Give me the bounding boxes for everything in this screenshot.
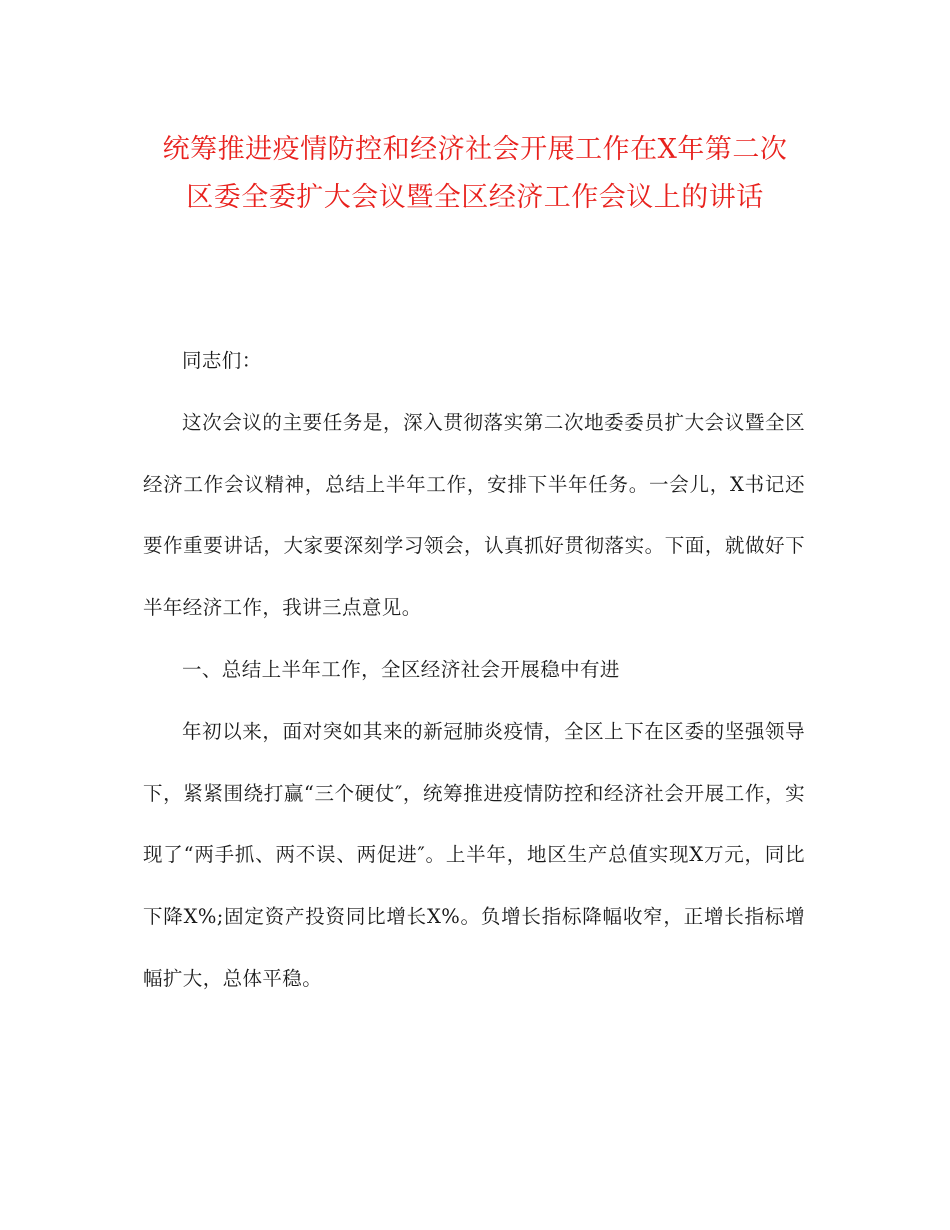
section-heading: 一、总结上半年工作，全区经济社会开展稳中有进 xyxy=(182,657,620,681)
salutation-paragraph: 同志们： xyxy=(182,349,262,372)
intro-paragraph: 这次会议的主要任务是，深入贯彻落实第二次地委委员扩大会议暨全区经济工作会议精神，总结上半年工作，安排下半年任务。一会儿，X书记还要作重要讲话，大家要深刻学习领会，认真抓好贯彻落实。下面，就做好下半年经济工作，我讲三点意见。 xyxy=(143,410,805,620)
document-body xyxy=(143,330,805,1010)
summary-paragraph: 年初以来，面对突如其来的新冠肺炎疫情，全区上下在区委的坚强领导下，紧紧围绕打赢“三个硬仗″，统筹推进疫情防控和经济社会开展工作，实现了“两手抓、两不误、两促进″。上半年，地区生产总值实现X万元，同比下降X%;固定资产投资同比增长X%。负增长指标降幅收窄，正增长指标增幅扩大，总体平稳。 xyxy=(143,719,805,990)
document-title: 统筹推进疫情防控和经济社会开展工作在X年第二次 区委全委扩大会议暨全区经济工作会议上的讲话 xyxy=(162,134,788,213)
